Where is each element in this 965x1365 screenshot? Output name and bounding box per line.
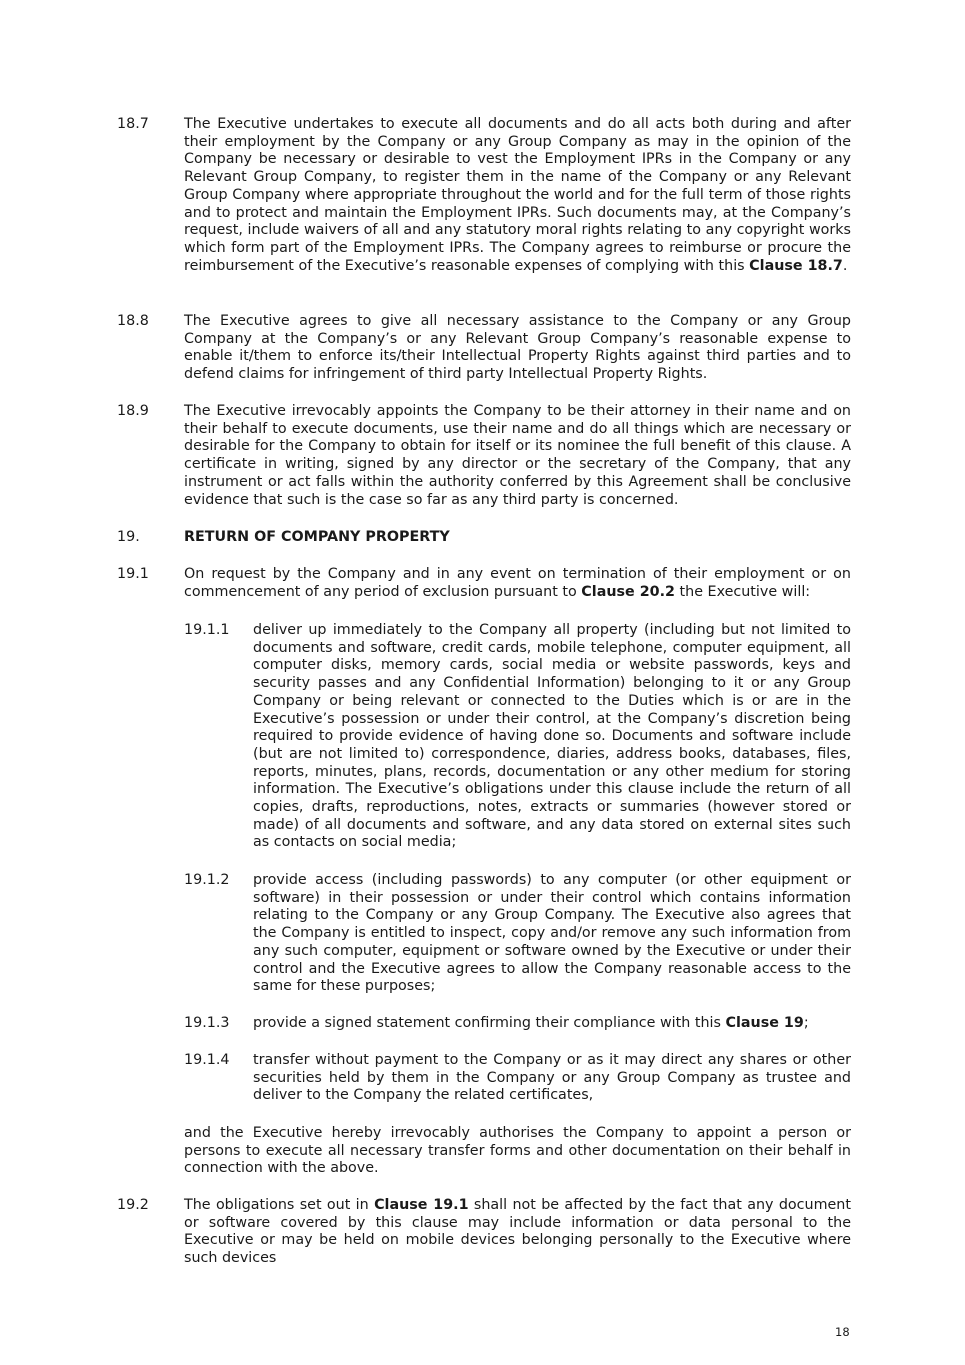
clause-19-1-4 [184, 1052, 851, 1105]
clause-number: 19.1.1 [184, 622, 230, 638]
clause-19-2 [117, 1197, 851, 1268]
clause-number: 19.1 [117, 566, 149, 582]
clause-text: and the Executive hereby irrevocably authorises the Company to appoint a person or persons to execute all necessary transfer forms and other documentation on their behalf in connection with the above. [184, 1125, 851, 1177]
clause-reference: Clause 19.1 [374, 1197, 469, 1213]
clause-18-7 [117, 116, 851, 275]
clause-text: deliver up immediately to the Company all property (including but not limited to documents and software, credit cards, mobile telephone, computer equipment, all computer disks, memory cards, social media or website passwords, keys and security passes and any Confidential Information) belonging to it or any Group Company or being relevant or connected to the Duties which is or are in the Executive’s possession or under their control, at the Company’s discretion being required to provide evidence of having done so. Documents and software include (but are not limited to) correspondence, diaries, address books, databases, files, reports, minutes, plans, records, documentation or any other medium for storing information. The Executive’s obligations under this clause include the return of all copies, drafts, reproductions, notes, extracts or summaries (however stored or made) of all documents and software, and any data stored on external sites such as contacts on social media; [253, 622, 851, 851]
clause-number: 19. [117, 529, 140, 545]
clause-19-1 [117, 566, 851, 601]
section-heading: RETURN OF COMPANY PROPERTY [184, 529, 450, 545]
clause-number: 19.1.3 [184, 1015, 230, 1031]
page-number: 18 [835, 1325, 850, 1339]
clause-reference: Clause 18.7 [749, 257, 843, 274]
clause-number: 19.2 [117, 1197, 149, 1213]
clause-19-1-1 [184, 622, 851, 852]
clause-text: provide a signed statement confirming their compliance with this Clause 19; [253, 1015, 809, 1031]
clause-text: The obligations set out in Clause 19.1 shall not be affected by the fact that any document or software covered by this clause may include information or data personal to the Executive or may be held on mobile devices belonging personally to the Executive where such devices [184, 1197, 851, 1267]
clause-18-8 [117, 313, 851, 384]
clause-number: 18.9 [117, 403, 149, 419]
clause-number: 18.7 [117, 116, 149, 132]
clause-text: The Executive irrevocably appoints the Company to be their attorney in their name and on their behalf to execute documents, use their name and do all things which are necessary or desirable for the Company to obtain for itself or its nominee the full benefit of this clause. A certificate in writing, signed by any director or the secretary of the Company, that any instrument or act falls within the authority conferred by this Agreement shall be conclusive evidence that such is the case so far as any third party is concerned. [184, 403, 851, 508]
clause-text: provide access (including passwords) to any computer (or other equipment or software) in their possession or under their control which contains information relating to the Company or any Group Company. The Executive also agrees that the Company is entitled to inspect, copy and/or remove any such information from any such computer, equipment or software owned by the Executive or under their control and the Executive agrees to allow the Company reasonable access to the same for these purposes; [253, 872, 851, 995]
clause-text: The Executive agrees to give all necessary assistance to the Company or any Group Company at the Company’s or any Relevant Group Company’s reasonable expense to enable it/them to enforce its/their Intellectual Property Rights against third parties and to defend claims for infringement of third party Intellectual Property Rights. [184, 313, 851, 383]
clause-19-1-tail [184, 1125, 851, 1178]
clause-19-1-3 [184, 1015, 851, 1033]
clause-reference: Clause 20.2 [581, 583, 675, 600]
clause-number: 19.1.4 [184, 1052, 230, 1068]
clause-18-9 [117, 403, 851, 509]
clause-number: 18.8 [117, 313, 149, 329]
clause-text: On request by the Company and in any event on termination of their employment or on commencement of any period of exclusion pursuant to Clause 20.2 the Executive will: [184, 566, 851, 600]
clause-19-heading [117, 529, 851, 547]
clause-19-1-2 [184, 872, 851, 996]
clause-text: The Executive undertakes to execute all documents and do all acts both during and after their employment by the Company or any Group Company as may in the opinion of the Company be necessary or desirable to vest the Employment IPRs in the Company or any Relevant Group Company, to register them in the name of the Company or any Relevant Group Company where appropriate throughout the world and for the full term of those rights and to protect and maintain the Employment IPRs. Such documents may, at the Company’s request, include waivers of all and any statutory moral rights relating to any copyright works which form part of the Employment IPRs. The Company agrees to reimburse or procure the reimbursement of the Executive’s reasonable expenses of complying with this Clause 18.7. [184, 116, 851, 274]
clause-number: 19.1.2 [184, 872, 230, 888]
clause-reference: Clause 19 [725, 1015, 804, 1031]
clause-text: transfer without payment to the Company or as it may direct any shares or other securities held by them in the Company or any Group Company as trustee and deliver to the Company the related certificates, [253, 1052, 851, 1104]
